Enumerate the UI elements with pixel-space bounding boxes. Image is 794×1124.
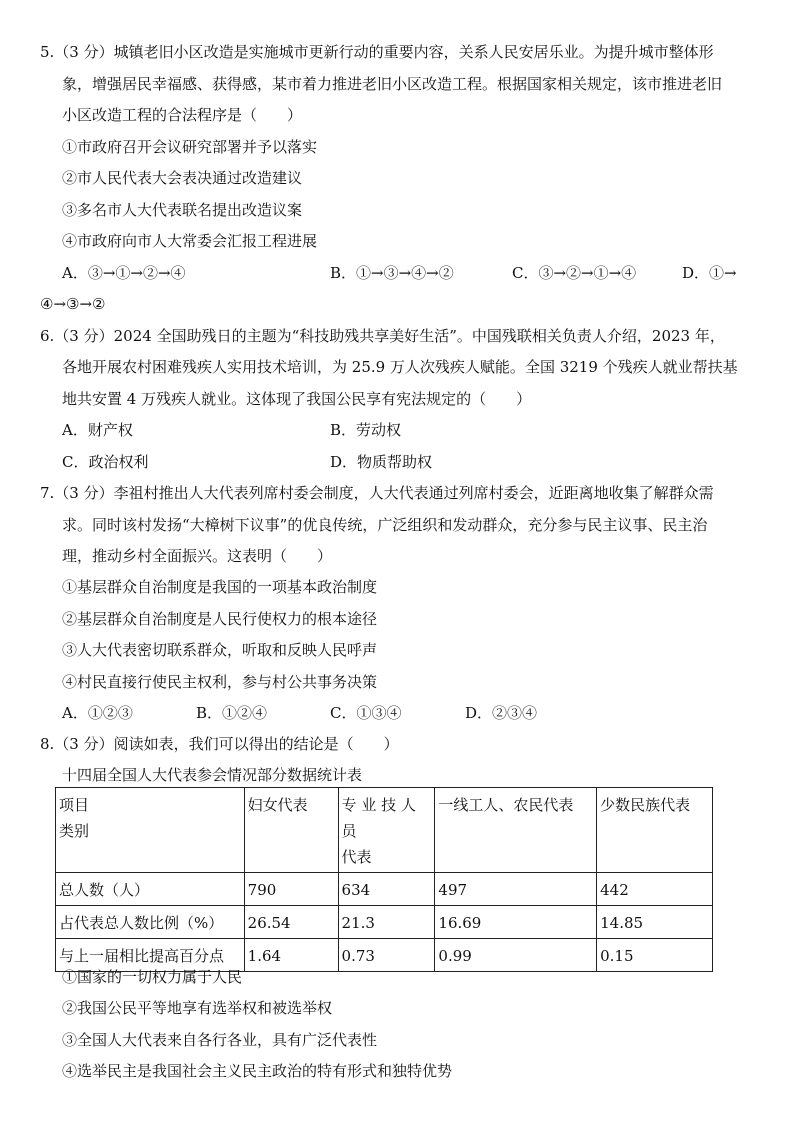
header-workers-farmers: 一线工人、农民代表: [435, 788, 597, 873]
question-7-stem-line-2: 求。同时该村发扬“大樟树下议事”的优良传统，广泛组织和发动群众，充分参与民主议事、民主治: [62, 516, 708, 534]
question-5-stem-line-1: 5.（3 分）城镇老旧小区改造是实施城市更新行动的重要内容，关系人民安居乐业。为提升城市整体形: [40, 43, 714, 61]
question-8-item-2: ②我国公民平等地享有选举权和被选举权: [62, 999, 333, 1017]
question-5-choice-a[interactable]: A．③→①→②→④: [62, 264, 186, 282]
table-cell: 14.85: [597, 906, 713, 939]
table-cell: 0.73: [338, 939, 435, 972]
table-cell: 497: [435, 873, 597, 906]
question-7-item-2: ②基层群众自治制度是人民行使权力的根本途径: [62, 610, 378, 628]
row-label: 占代表总人数比例（%）: [56, 906, 245, 939]
question-6-choices-row-2: [62, 452, 762, 472]
table-cell: 21.3: [338, 906, 435, 939]
question-7-choices: [62, 703, 762, 723]
question-7-stem-line-3: 理，推动乡村全面振兴。这表明（ ）: [62, 547, 333, 565]
question-5-item-2: ②市人民代表大会表决通过改造建议: [62, 169, 303, 187]
question-6-stem-line-1: 6.（3 分）2024 全国助残日的主题为“科技助残共享美好生活”。中国残联相关负责人介绍，2023 年，: [40, 327, 725, 345]
question-6-choice-a[interactable]: A．财产权: [62, 421, 133, 439]
header-professionals-line-2: 代表: [341, 848, 372, 866]
question-5-item-1: ①市政府召开会议研究部署并予以落实: [62, 138, 318, 156]
header-women: 妇女代表: [244, 788, 338, 873]
table-cell: 790: [244, 873, 338, 906]
question-6-stem-line-3: 地共安置 4 万残疾人就业。这体现了我国公民享有宪法规定的（ ）: [62, 390, 532, 408]
header-ethnic-minorities: 少数民族代表: [597, 788, 713, 873]
question-7-item-3: ③人大代表密切联系群众，听取和反映人民呼声: [62, 641, 378, 659]
table-cell: 1.64: [244, 939, 338, 972]
row-label: 与上一届相比提高百分点: [56, 939, 245, 972]
question-8-item-1: ①国家的一切权力属于人民: [62, 968, 243, 986]
question-8-item-4: ④选举民主是我国社会主义民主政治的特有形式和独特优势: [62, 1062, 453, 1080]
question-7-item-4: ④村民直接行使民主权利，参与村公共事务决策: [62, 673, 378, 691]
question-5-choice-c[interactable]: C．③→②→①→④: [512, 264, 637, 282]
header-professionals-line-1: 专 业 技 人 员: [341, 796, 416, 840]
question-6-stem-line-2: 各地开展农村困难残疾人实用技术培训，为 25.9 万人次残疾人赋能。全国 3219 个残疾人就业帮扶基: [62, 358, 738, 376]
representatives-stats-table: [55, 787, 713, 972]
corner-label-item: 项目: [59, 796, 90, 814]
table-cell: 26.54: [244, 906, 338, 939]
question-7-choice-c[interactable]: C．①③④: [330, 704, 402, 722]
question-5-choice-d-continued: ④→③→②: [40, 295, 106, 313]
table-header-row: [56, 788, 713, 873]
table-cell: 442: [597, 873, 713, 906]
question-5-stem-line-2: 象，增强居民幸福感、获得感，某市着力推进老旧小区改造工程。根据国家相关规定，该市推进老旧: [62, 75, 723, 93]
question-7-item-1: ①基层群众自治制度是我国的一项基本政治制度: [62, 578, 378, 596]
table-row: [56, 873, 713, 906]
question-7-choice-a[interactable]: A．①②③: [62, 704, 133, 722]
table-corner-cell: [56, 788, 245, 873]
corner-label-category: 类别: [59, 822, 90, 840]
question-5-stem-line-3: 小区改造工程的合法程序是（ ）: [62, 106, 303, 124]
table-cell: 634: [338, 873, 435, 906]
question-7-stem-line-1: 7.（3 分）李祖村推出人大代表列席村委会制度，人大代表通过列席村委会，近距离地收集了解群众需: [40, 484, 714, 502]
table-cell: 0.99: [435, 939, 597, 972]
question-7-choice-d[interactable]: D．②③④: [465, 704, 538, 722]
question-6-choice-c[interactable]: C．政治权利: [62, 453, 149, 471]
question-5-item-4: ④市政府向市人大常委会汇报工程进展: [62, 232, 318, 250]
question-8-stem: 8.（3 分）阅读如表，我们可以得出的结论是（ ）: [40, 735, 399, 753]
question-5-choice-d[interactable]: D．①→: [682, 264, 737, 282]
table-cell: 0.15: [597, 939, 713, 972]
table-cell: 16.69: [435, 906, 597, 939]
row-label: 总人数（人）: [56, 873, 245, 906]
question-6-choice-b[interactable]: B．劳动权: [330, 421, 402, 439]
question-5-choices: [62, 263, 762, 283]
question-6-choice-d[interactable]: D．物质帮助权: [330, 453, 433, 471]
table-title: 十四届全国人大代表参会情况部分数据统计表: [62, 766, 363, 784]
question-6-choices-row-1: [62, 420, 762, 440]
question-5-choice-b[interactable]: B．①→③→④→②: [330, 264, 454, 282]
question-5-item-3: ③多名市人大代表联名提出改造议案: [62, 201, 303, 219]
header-professionals: [338, 788, 435, 873]
question-8-item-3: ③全国人大代表来自各行各业，具有广泛代表性: [62, 1031, 378, 1049]
table-row: [56, 906, 713, 939]
question-7-choice-b[interactable]: B．①②④: [196, 704, 268, 722]
